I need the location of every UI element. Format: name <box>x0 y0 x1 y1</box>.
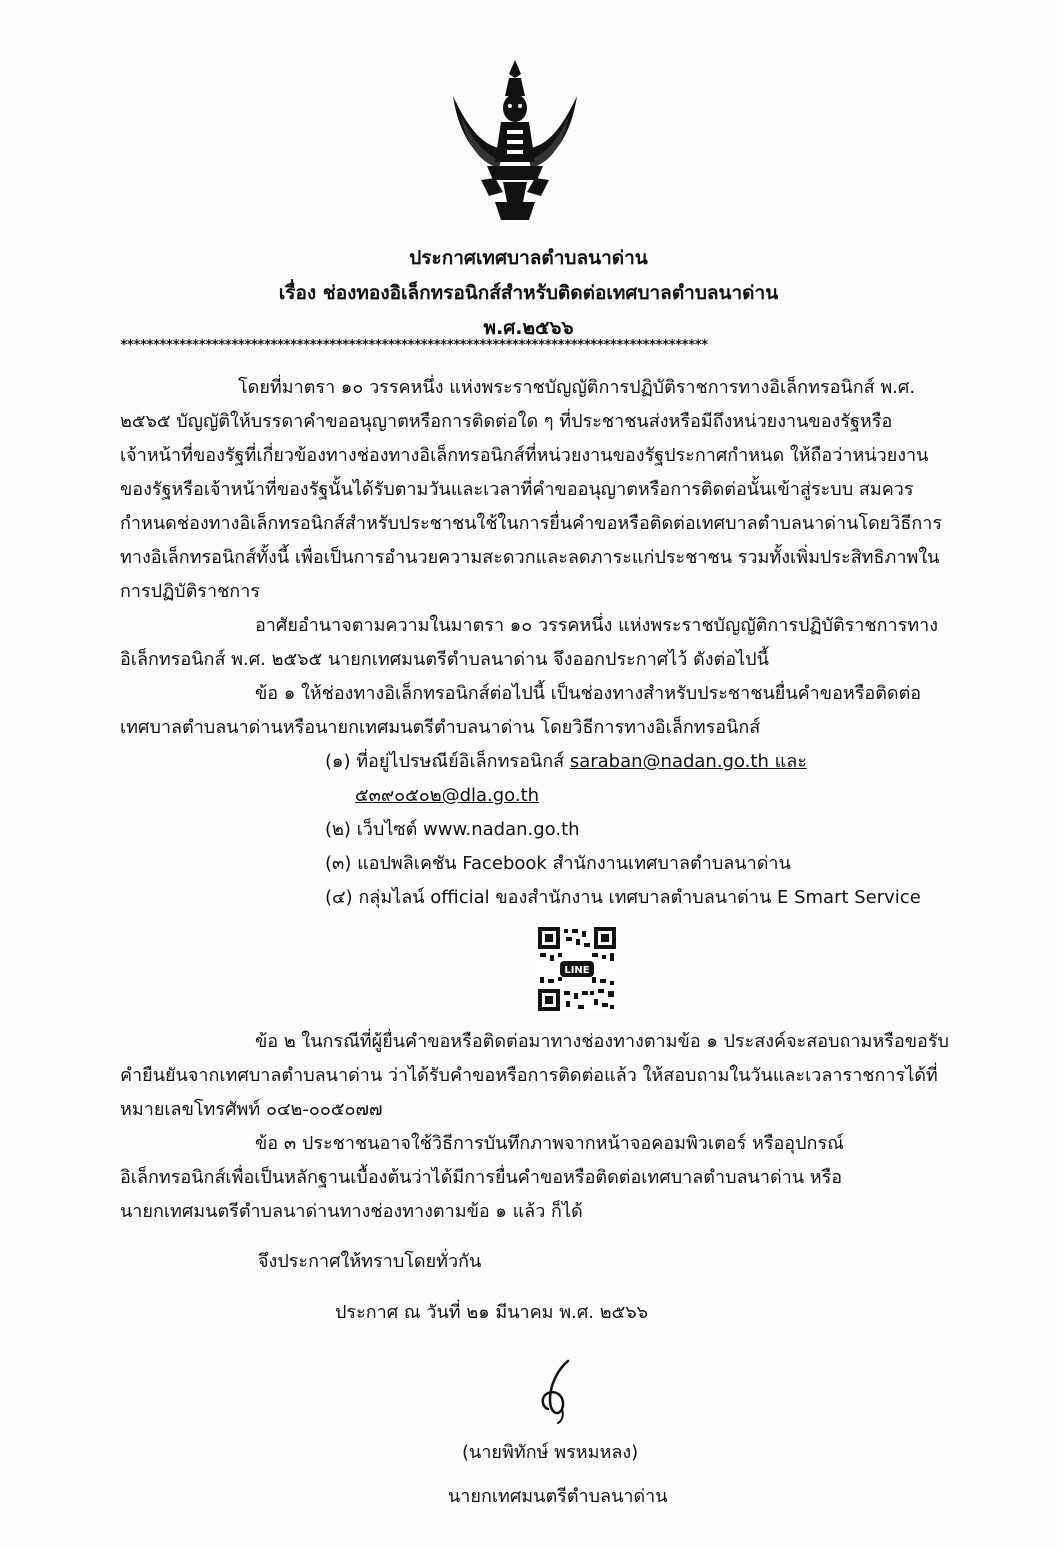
p2-line-2: อิเล็กทรอนิกส์ พ.ศ. ๒๕๖๕ นายกเทศมนตรีตำบลนาด่าน จึงออกประกาศไว้ ดังต่อไปนี้ <box>120 649 769 670</box>
announcement-org: ประกาศเทศบาลตำบลนาด่าน <box>409 247 648 269</box>
clause3-line-2: อิเล็กทรอนิกส์เพื่อเป็นหลักฐานเบื้องต้นว่าได้มีการยื่นคำขอหรือติดต่อเทศบาลตำบลนาด่าน หรือ <box>120 1167 843 1188</box>
p2-line-1: อาศัยอำนาจตามความในมาตรา ๑๐ วรรคหนึ่ง แห่งพระราชบัญญัติการปฏิบัติราชการทาง <box>255 615 939 636</box>
signer-position: นายกเทศมนตรีตำบลนาด่าน <box>448 1486 668 1507</box>
channel-website: (๒) เว็บไซต์ www.nadan.go.th <box>325 819 580 840</box>
announcement-subject: เรื่อง ช่องทองอิเล็กทรอนิกส์สำหรับติดต่อเทศบาลตำบลนาด่าน <box>278 282 779 304</box>
clause3-line-3: นายกเทศมนตรีตำบลนาด่านทางช่องทางตามข้อ ๑ แล้ว ก็ได้ <box>120 1201 583 1222</box>
garuda-emblem-icon <box>447 56 583 226</box>
announcement-date: ประกาศ ณ วันที่ ๒๑ มีนาคม พ.ศ. ๒๕๖๖ <box>335 1302 649 1323</box>
p1-line-5: กำหนดช่องทางอิเล็กทรอนิกส์สำหรับประชาชนใช้ในการยื่นคำขอหรือติดต่อเทศบาลตำบลนาด่านโดยวิธีการ <box>120 513 943 534</box>
clause2-line-3: หมายเลขโทรศัพท์ ๐๔๒-๐๐๕๐๗๗ <box>120 1099 383 1120</box>
clause2-line-1: ข้อ ๒ ในกรณีที่ผู้ยื่นคำขอหรือติดต่อมาทางช่องทางตามข้อ ๑ ประสงค์จะสอบถามหรือขอรับ <box>255 1031 949 1052</box>
email-link-dla[interactable]: ๕๓๙๐๕๐๒@dla.go.th <box>355 785 540 806</box>
channel-email <box>325 750 807 774</box>
p1-line-1: โดยที่มาตรา ๑๐ วรรคหนึ่ง แห่งพระราชบัญญัติการปฏิบัติราชการทางอิเล็กทรอนิกส์ พ.ศ. <box>238 377 916 398</box>
closing-statement: จึงประกาศให้ทราบโดยทั่วกัน <box>258 1251 482 1272</box>
clause1-line-2: เทศบาลตำบลนาด่านหรือนายกเทศมนตรีตำบลนาด่าน โดยวิธีการทางอิเล็กทรอนิกส์ <box>120 717 761 738</box>
announcement-year: พ.ศ.๒๕๖๖ <box>483 317 574 339</box>
p1-line-3: เจ้าหน้าที่ของรัฐที่เกี่ยวข้องทางช่องทางอิเล็กทรอนิกส์ที่หน่วยงานของรัฐประกาศกำหนด ให้ถือว่าหน่วยงาน <box>120 445 929 466</box>
clause3-line-1: ข้อ ๓ ประชาชนอาจใช้วิธีการบันทึกภาพจากหน้าจอคอมพิวเตอร์ หรืออุปกรณ์ <box>255 1133 844 1154</box>
p1-line-6: ทางอิเล็กทรอนิกส์ทั้งนี้ เพื่อเป็นการอำนวยความสะดวกและลดภาระแก่ประชาชน รวมทั้งเพิ่มประสิทธิภาพใน <box>120 547 940 568</box>
signer-name: (นายพิทักษ์ พรหมหลง) <box>462 1442 639 1463</box>
qr-line-label: LINE <box>564 965 590 976</box>
p1-line-7: การปฏิบัติราชการ <box>120 581 260 602</box>
channel-line: (๔) กลุ่มไลน์ official ของสำนักงาน เทศบาลตำบลนาด่าน E Smart Service <box>325 887 921 908</box>
star-divider: ****************************************************************************************** <box>120 338 708 353</box>
clause2-line-2: คำยืนยันจากเทศบาลตำบลนาด่าน ว่าได้รับคำขอหรือการติดต่อแล้ว ให้สอบถามในวันและเวลาราชการได้ที่ <box>120 1065 938 1086</box>
line-qr-code-icon <box>536 925 618 1013</box>
channel-email-label: (๑) ที่อยู่ไปรษณีย์อิเล็กทรอนิกส์ <box>325 751 570 772</box>
p1-line-4: ของรัฐหรือเจ้าหน้าที่ของรัฐนั้นได้รับตามวันและเวลาที่คำขออนุญาตหรือการติดต่อนั้นเข้าสู่ระบบ สมควร <box>120 479 914 500</box>
clause1-line-1: ข้อ ๑ ให้ช่องทางอิเล็กทรอนิกส์ต่อไปนี้ เป็นช่องทางสำหรับประชาชนยื่นคำขอหรือติดต่อ <box>255 683 922 704</box>
p1-line-2: ๒๕๖๕ บัญญัติให้บรรดาคำขออนุญาตหรือการติดต่อใด ๆ ที่ประชาชนส่งหรือมีถึงหน่วยงานของรัฐหรือ <box>120 411 893 432</box>
channel-facebook: (๓) แอปพลิเคชัน Facebook สำนักงานเทศบาลตำบลนาด่าน <box>325 853 791 874</box>
email-link-saraban[interactable]: saraban@nadan.go.th และ <box>569 751 807 772</box>
handwritten-signature-icon <box>528 1355 588 1425</box>
